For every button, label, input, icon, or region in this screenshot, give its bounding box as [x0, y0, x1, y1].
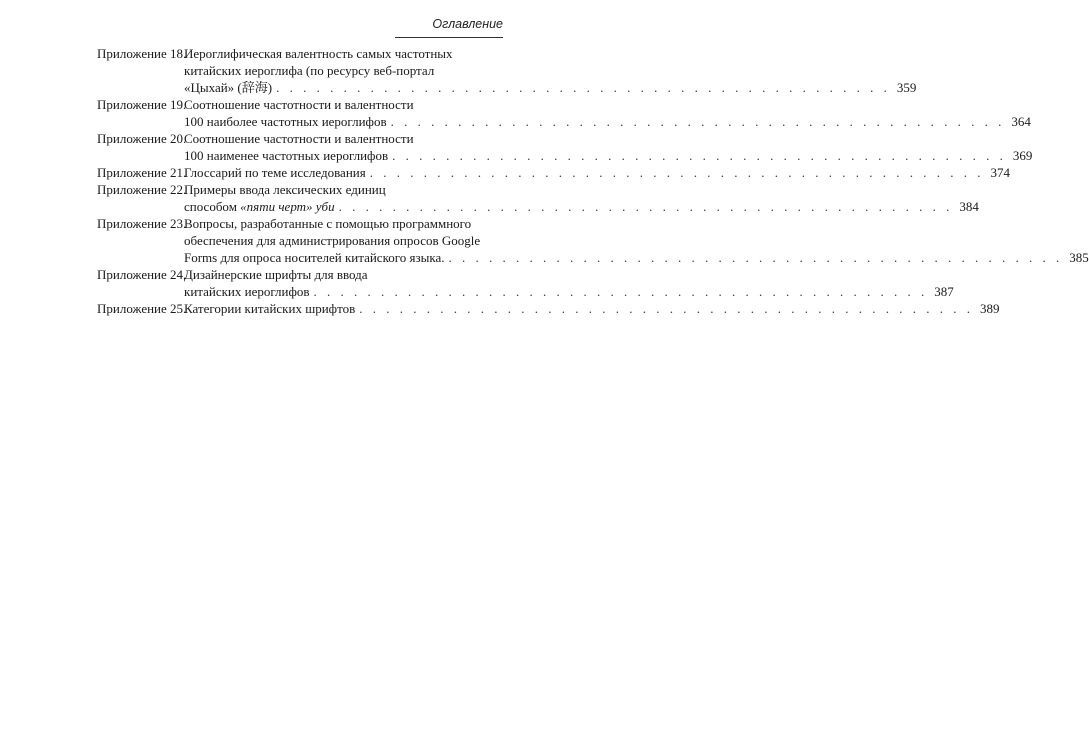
- toc-entry-title-line: Глоссарий по теме исследования: [184, 165, 366, 180]
- toc-entry-page-number: 364: [1011, 114, 1031, 129]
- toc-entry-label: Приложение 22.: [97, 182, 187, 197]
- toc-entry-title-line: Вопросы, разработанные с помощью программного: [184, 216, 472, 231]
- toc-entry-page-number: 385: [1069, 250, 1089, 265]
- toc-entry[interactable]: [97, 164, 1010, 181]
- toc-entry-page-number: 359: [896, 80, 917, 95]
- toc-entry-label: Приложение 20.: [97, 131, 187, 146]
- toc-entry[interactable]: [97, 300, 1000, 317]
- dot-leader: . . . . . . . . . . . . . . . . . . . . . . . . . . . . . . . . . . . . . . . . . . . . . .: [313, 284, 928, 299]
- toc-entry-page-number: 389: [979, 301, 1000, 316]
- dot-leader: . . . . . . . . . . . . . . . . . . . . . . . . . . . . . . . . . . . . . . . . . . . . . .: [338, 199, 953, 214]
- toc-entry[interactable]: [97, 266, 954, 300]
- toc-entry-label: Приложение 25.: [97, 301, 187, 316]
- toc-entry[interactable]: [97, 45, 917, 96]
- toc-entry-title-line: китайских иероглифа (по ресурсу веб-портал: [184, 63, 435, 78]
- toc-entry-label: Приложение 24.: [97, 267, 187, 282]
- dot-leader: . . . . . . . . . . . . . . . . . . . . . . . . . . . . . . . . . . . . . . . . . . . . . .: [369, 165, 984, 180]
- toc-entry-title-line: [184, 198, 335, 215]
- toc-entry[interactable]: [97, 181, 979, 215]
- dot-leader: . . . . . . . . . . . . . . . . . . . . . . . . . . . . . . . . . . . . . . . . . . . . . .: [392, 148, 1007, 163]
- table-of-contents: [97, 45, 1089, 317]
- dot-leader: . . . . . . . . . . . . . . . . . . . . . . . . . . . . . . . . . . . . . . . . . . . . . .: [390, 114, 1005, 129]
- toc-entry-title-line: Forms для опроса носителей китайского языка.: [184, 250, 445, 265]
- toc-entry-label: Приложение 21.: [97, 165, 187, 180]
- toc-entry-label: Приложение 18.: [97, 46, 187, 61]
- toc-entry-title-line: 100 наиболее частотных иероглифов: [184, 114, 387, 129]
- dot-leader: . . . . . . . . . . . . . . . . . . . . . . . . . . . . . . . . . . . . . . . . . . . . . .: [359, 301, 974, 316]
- dot-leader: . . . . . . . . . . . . . . . . . . . . . . . . . . . . . . . . . . . . . . . . . . . . . .: [448, 250, 1063, 265]
- toc-entry-page-number: 387: [934, 284, 954, 299]
- toc-entry-title-line: Иероглифическая валентность самых частотных: [184, 46, 453, 61]
- toc-entry-title-line: Категории китайских шрифтов: [184, 301, 356, 316]
- toc-entry-title-line: Дизайнерские шрифты для ввода: [184, 267, 368, 282]
- dot-leader: . . . . . . . . . . . . . . . . . . . . . . . . . . . . . . . . . . . . . . . . . . . . . .: [276, 80, 891, 95]
- toc-entry-page-number: 369: [1012, 148, 1033, 163]
- toc-entry-title-line: Соотношение частотности и валентности: [184, 97, 414, 112]
- toc-entry-title-line: Соотношение частотности и валентности: [184, 131, 414, 146]
- toc-entry[interactable]: [97, 130, 1033, 164]
- toc-entry-page-number: 374: [990, 165, 1010, 180]
- toc-entry-label: Приложение 23.: [97, 216, 187, 231]
- toc-entry-title-line: Примеры ввода лексических единиц: [184, 182, 386, 197]
- toc-entry-title-line: 100 наименее частотных иероглифов: [184, 148, 389, 163]
- toc-entry[interactable]: [97, 215, 1089, 266]
- toc-entry-title-line: «Цыхай» (辞海): [184, 80, 273, 95]
- toc-entry-label: Приложение 19.: [97, 97, 187, 112]
- running-head: Оглавление: [432, 17, 503, 31]
- header-rule: [395, 37, 503, 38]
- toc-entry-title-prefix: способом: [184, 199, 241, 214]
- toc-entry-title-line: китайских иероглифов: [184, 284, 310, 299]
- toc-entry-title-line: обеспечения для администрирования опросов Google: [184, 233, 481, 248]
- toc-entry-title-italic: «пяти черт» уби: [240, 199, 335, 214]
- toc-entry-page-number: 384: [959, 199, 979, 214]
- toc-entry[interactable]: [97, 96, 1031, 130]
